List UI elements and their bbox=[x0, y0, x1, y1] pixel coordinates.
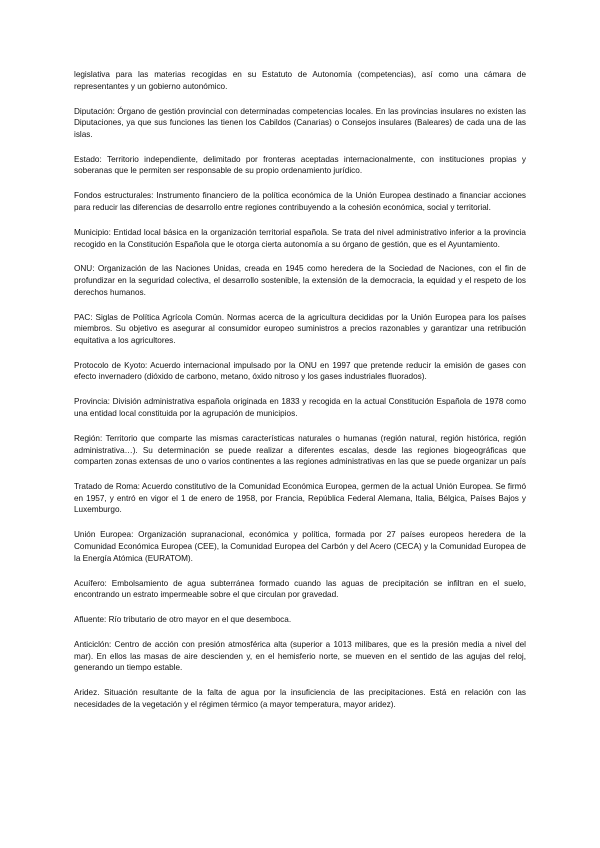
definition-provincia: Provincia: División administrativa española originada en 1833 y recogida en la actual Constitución Española de 1978 como una entidad local constituida por la agrupación de municipios. bbox=[74, 397, 526, 418]
definition-pac: PAC: Siglas de Política Agrícola Común. Normas acerca de la agricultura decididas por la Unión Europea para los países miembros. Su objetivo es asegurar al consumidor europeo suministros a precios razonables y garantizar una retribución equitativa a los agricultores. bbox=[74, 312, 526, 345]
definition-region: Región: Territorio que comparte las mismas características naturales o humanas (región natural, región histórica, región administrativa…). Su determinación se puede realizar a diferentes escalas, desde las regiones biogeográficas que comparten zonas extensas de uno o varios continentes a las regiones administrativas en las que se puede organizar un país bbox=[74, 433, 526, 467]
definition-acuifero: Acuífero: Embolsamiento de agua subterránea formado cuando las aguas de precipitación se infiltran en el suelo, encontrando un estrato impermeable sobre el que circulan por gravedad. bbox=[74, 578, 526, 600]
document-page bbox=[74, 69, 526, 724]
definition-protocolo-kyoto: Protocolo de Kyoto: Acuerdo internacional impulsado por la ONU en 1997 que pretende reducir la emisión de gases con efecto invernadero (dióxido de carbono, metano, óxido nitroso y los gases industriales fluorados). bbox=[74, 360, 526, 382]
definition-union-europea: Unión Europea: Organización supranacional, económica y política, formada por 27 países europeos heredera de la Comunidad Económica Europea (CEE), la Comunidad Europea del Carbón y del Acero (CECA) y la Comunidad Europea de la Energía Atómica (EURATOM). bbox=[74, 530, 526, 563]
definition-anticiclon: Anticiclón: Centro de acción con presión atmosférica alta (superior a 1013 milibares, que es la presión media a nivel del mar). En ellos las masas de aire descienden y, en el hemisferio norte, se mueven en el sentido de las agujas del reloj, generando un tiempo estable. bbox=[74, 640, 526, 673]
definition-municipio: Municipio: Entidad local básica en la organización territorial española. Se trata del nivel administrativo inferior a la provincia recogido en la Constitución Española que le otorga cierta autonomía a su órgano de gestión, que es el Ayuntamiento. bbox=[74, 227, 526, 249]
definition-estado: Estado: Territorio independiente, delimitado por fronteras aceptadas internacionalmente, con instituciones propias y soberanas que le permiten ser responsable de su propio ordenamiento jurídico. bbox=[74, 154, 526, 176]
definition-onu: ONU: Organización de las Naciones Unidas, creada en 1945 como heredera de la Sociedad de Naciones, con el fin de profundizar en la seguridad colectiva, el desarrollo sostenible, la extensión de la democracia, la equidad y el respeto de los derechos humanos. bbox=[74, 264, 526, 297]
definition-aridez: Aridez. Situación resultante de la falta de agua por la insuficiencia de las precipitaciones. Está en relación con las necesidades de la vegetación y el régimen térmico (a mayor temperatura, mayor aridez). bbox=[74, 688, 526, 709]
definition-fondos-estructurales: Fondos estructurales: Instrumento financiero de la política económica de la Unión Europea destinado a financiar acciones para reducir las diferencias de desarrollo entre regiones contribuyendo a la cohesión económica, social y territorial. bbox=[74, 191, 526, 212]
definition-afluente: Afluente: Río tributario de otro mayor en el que desemboca. bbox=[74, 615, 292, 625]
definition-diputacion: Diputación: Órgano de gestión provincial con determinadas competencias locales. En las provincias insulares no existen las Diputaciones, ya que sus funciones las tienen los Cabildos (Canarias) o Consejos insulares (Baleares) de cada una de las islas. bbox=[74, 106, 526, 139]
definition-tratado-roma: Tratado de Roma: Acuerdo constitutivo de la Comunidad Económica Europea, germen de la actual Unión Europea. Se firmó en 1957, y entró en vigor el 1 de enero de 1958, por Francia, República Federal Alemana, Italia, Bélgica, Países Bajos y Luxemburgo. bbox=[74, 482, 526, 515]
paragraph-continuation: legislativa para las materias recogidas en su Estatuto de Autonomía (competencias), así como una cámara de representantes y un gobierno autonómico. bbox=[74, 70, 526, 91]
